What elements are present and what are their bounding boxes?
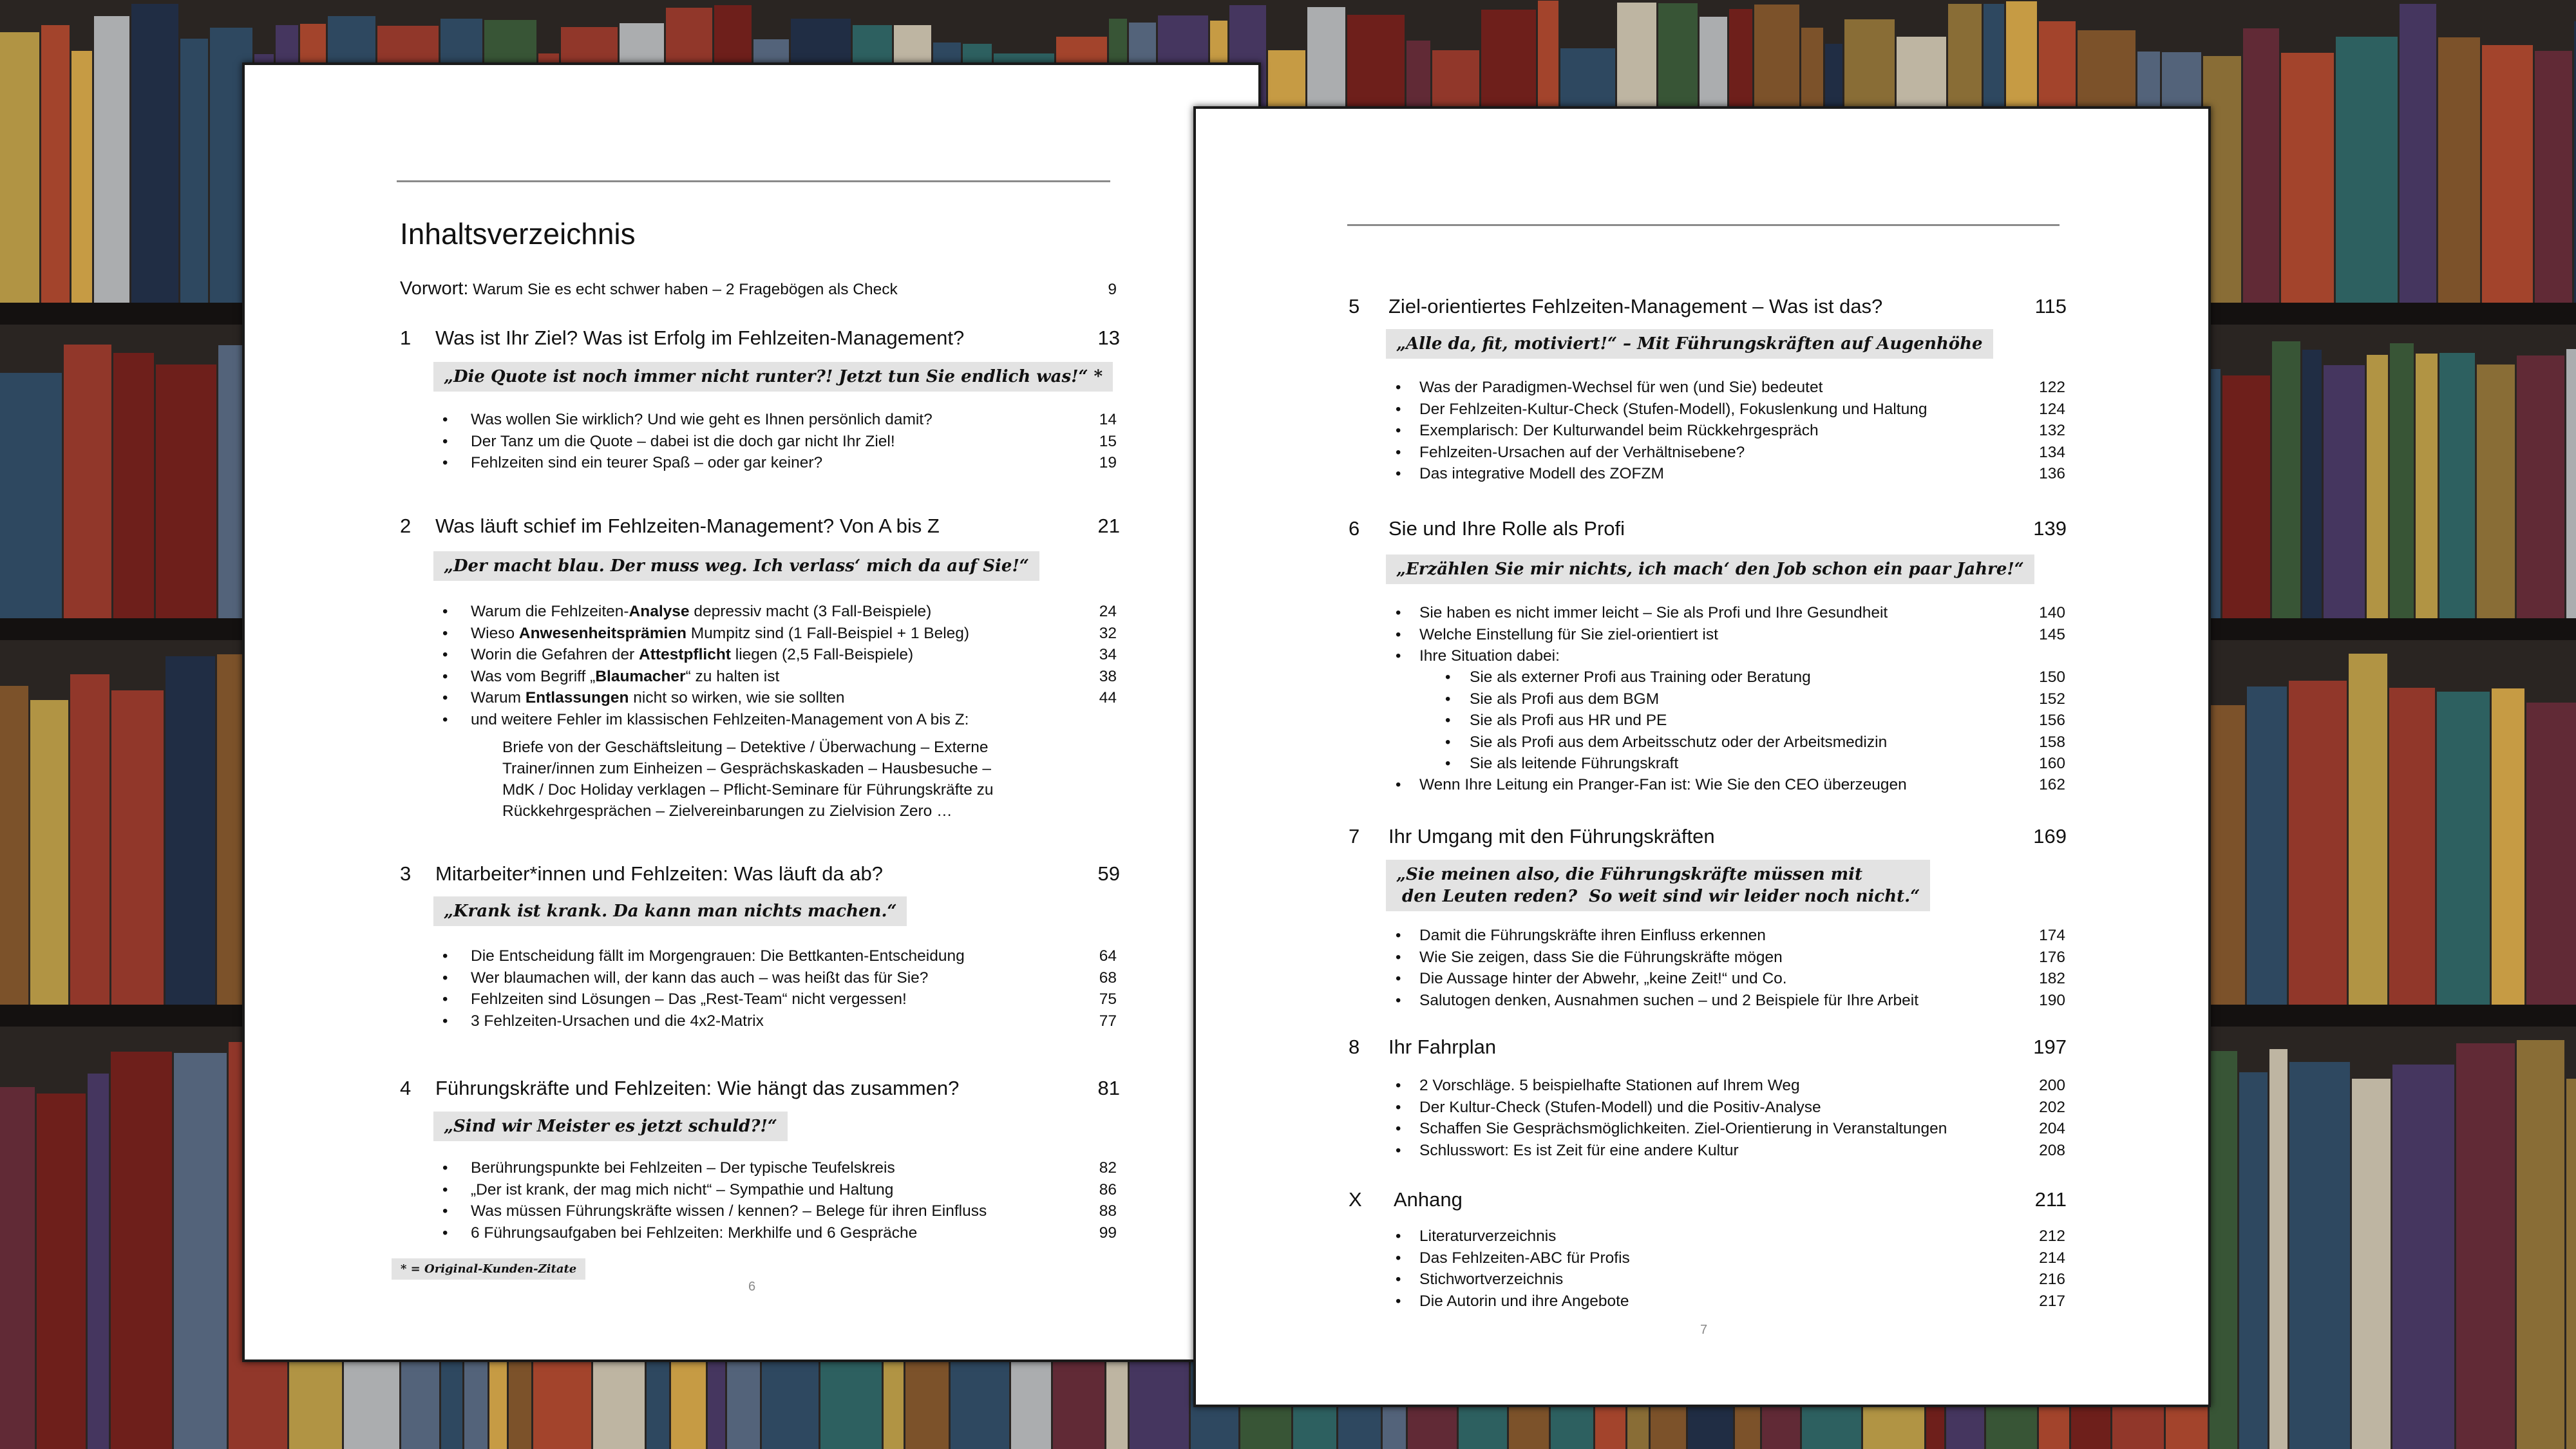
toc-item-page: 212 <box>2039 1227 2065 1245</box>
toc-item-page: 152 <box>2039 690 2065 708</box>
chapter-number: 7 <box>1349 825 1360 848</box>
toc-item-page: 88 <box>1099 1202 1117 1220</box>
bullet-mark: • <box>1396 400 1401 418</box>
bullet-mark: • <box>442 1224 448 1242</box>
item-text: depressiv macht (3 Fall-Beispiele) <box>689 603 932 620</box>
item-text: Mumpitz sind (1 Fall-Beispiel + 1 Beleg) <box>686 624 970 642</box>
book-spine <box>2289 1062 2350 1449</box>
book-spine <box>2456 1043 2515 1449</box>
bullet-mark: • <box>1396 1271 1401 1288</box>
toc-item-page: 182 <box>2039 970 2065 987</box>
item-text: nicht so wirken, wie sie sollten <box>629 689 845 706</box>
bullet-mark: • <box>442 667 448 685</box>
chapter-page: 13 <box>1097 327 1120 349</box>
toc-item: Sie als Profi aus dem Arbeitsschutz oder der Arbeitsmedizin <box>1470 733 1888 751</box>
book-spine <box>2222 375 2270 618</box>
bullet-mark: • <box>442 411 448 428</box>
chapter-title: Ihr Umgang mit den Führungskräften <box>1388 825 1715 848</box>
bullet-mark: • <box>442 624 448 642</box>
book-spine <box>2247 687 2287 1005</box>
toc-item-page: 32 <box>1099 624 1117 642</box>
item-text: Worin die Gefahren der <box>471 646 639 663</box>
toc-item: Salutogen denken, Ausnahmen suchen – und 2 Beispiele für Ihre Arbeit <box>1419 991 1919 1009</box>
book-spine <box>41 25 70 303</box>
bullet-mark: • <box>1445 755 1451 772</box>
right-page <box>1193 106 2211 1407</box>
toc-item: Ihre Situation dabei: <box>1419 647 1560 665</box>
toc-item: 3 Fehlzeiten-Ursachen und die 4x2-Matrix <box>471 1012 764 1030</box>
toc-item-page: 34 <box>1099 646 1117 663</box>
chapter-page: 211 <box>2034 1188 2067 1211</box>
chapter-page: 169 <box>2033 825 2067 848</box>
book-spine <box>2281 53 2334 303</box>
toc-item-page: 75 <box>1099 990 1117 1008</box>
bullet-mark: • <box>1396 443 1401 461</box>
toc-item: Das integrative Modell des ZOFZM <box>1419 465 1664 482</box>
book-spine <box>111 1052 172 1449</box>
toc-item-page: 64 <box>1099 947 1117 965</box>
toc-item: „Der ist krank, der mag mich nicht“ – Sympathie und Haltung <box>471 1180 894 1198</box>
chapter-title: Ziel-orientiertes Fehlzeiten-Management – Was ist das? <box>1388 295 1883 317</box>
book-spine <box>2535 51 2572 303</box>
chapter-number: 3 <box>400 862 412 885</box>
chapter-page: 139 <box>2033 517 2067 540</box>
toc-item: Fehlzeiten sind ein teurer Spaß – oder gar keiner? <box>471 454 823 471</box>
page-number: 7 <box>1700 1323 1708 1337</box>
chapter-page: 115 <box>2034 295 2067 317</box>
toc-item: Welche Einstellung für Sie ziel-orientiert ist <box>1419 625 1718 643</box>
book-spine <box>70 674 109 1005</box>
book-spine <box>2239 1072 2268 1449</box>
toc-item-page: 124 <box>2039 400 2065 418</box>
toc-item <box>471 689 844 707</box>
book-spine <box>2352 1079 2391 1449</box>
chapter-quote: „Sind wir Meister es jetzt schuld?!“ <box>433 1112 788 1141</box>
toc-item: Sie haben es nicht immer leicht – Sie als Profi und Ihre Gesundheit <box>1419 604 1888 621</box>
chapter-title: Führungskräfte und Fehlzeiten: Wie hängt das zusammen? <box>435 1077 960 1099</box>
chapter-number: 5 <box>1349 295 1360 317</box>
footnote: * = Original-Kunden-Zitate <box>392 1258 585 1280</box>
book-spine <box>2566 349 2576 618</box>
chapter-quote: „Sie meinen also, die Führungskräfte müssen mit den Leuten reden? So weit sind wir leider noch nicht.“ <box>1386 860 1930 911</box>
toc-item: Was müssen Führungskräfte wissen / kennen? – Belege für ihren Einfluss <box>471 1202 987 1220</box>
book-spine <box>180 39 208 303</box>
header-rule <box>1347 224 2060 226</box>
chapter-title: Was läuft schief im Fehlzeiten-Management? Von A bis Z <box>435 515 940 537</box>
bullet-mark: • <box>1396 1292 1401 1310</box>
toc-item-page: 162 <box>2039 776 2065 793</box>
bullet-mark: • <box>1396 1077 1401 1094</box>
toc-item: Das Fehlzeiten-ABC für Profis <box>1419 1249 1630 1267</box>
book-spine <box>0 32 39 303</box>
item-emphasis: Analyse <box>629 603 690 620</box>
bullet-mark: • <box>1396 948 1401 966</box>
toc-item-page: 82 <box>1099 1159 1117 1177</box>
toc-item-page: 208 <box>2039 1141 2065 1159</box>
bullet-mark: • <box>442 1012 448 1030</box>
book-spine <box>111 690 164 1005</box>
item-text: Wieso <box>471 624 519 642</box>
bullet-mark: • <box>1396 1141 1401 1159</box>
bullet-mark: • <box>1396 1120 1401 1137</box>
book-spine <box>2289 681 2347 1005</box>
chapter-title: Anhang <box>1394 1188 1463 1211</box>
header-rule <box>397 180 1110 182</box>
toc-item-page: 217 <box>2039 1292 2065 1310</box>
book-spine <box>88 1074 109 1449</box>
book-spine <box>2439 353 2475 618</box>
book-spine <box>131 4 178 303</box>
chapter-page: 21 <box>1097 515 1120 537</box>
page-number: 6 <box>748 1280 756 1294</box>
book-spine <box>37 1094 86 1449</box>
book-spine <box>2336 37 2398 303</box>
toc-item: Sie als Profi aus HR und PE <box>1470 712 1667 729</box>
item-text: Warum die Fehlzeiten- <box>471 603 629 620</box>
toc-item: Der Fehlzeiten-Kultur-Check (Stufen-Modell), Fokuslenkung und Haltung <box>1419 400 1927 418</box>
toc-item: Wenn Ihre Leitung ein Pranger-Fan ist: Wie Sie den CEO überzeugen <box>1419 776 1907 793</box>
vorwort-text: Warum Sie es echt schwer haben – 2 Fragebögen als Check <box>468 281 898 298</box>
book-spine <box>2269 1049 2287 1449</box>
toc-item: Sie als externer Profi aus Training oder Beratung <box>1470 668 1811 686</box>
chapter-quote: „Erzählen Sie mir nichts, ich mach‘ den Job schon ein paar Jahre!“ <box>1386 554 2034 584</box>
toc-item: Die Autorin und ihre Angebote <box>1419 1292 1629 1310</box>
book-spine <box>156 365 216 618</box>
bullet-mark: • <box>442 603 448 620</box>
toc-item-page: 38 <box>1099 667 1117 685</box>
book-spine <box>64 345 111 618</box>
bullet-mark: • <box>1445 668 1451 686</box>
item-emphasis: Entlassungen <box>525 689 629 706</box>
toc-item-page: 156 <box>2039 712 2065 729</box>
bullet-mark: • <box>1396 1098 1401 1116</box>
toc-item: Fehlzeiten-Ursachen auf der Verhältnisebene? <box>1419 443 1745 461</box>
chapter-page: 81 <box>1097 1077 1120 1099</box>
book-spine <box>0 373 62 618</box>
item-text: und weitere Fehler im klassischen Fehlzeiten-Management von A bis Z: <box>471 710 969 728</box>
book-spine <box>2492 688 2524 1005</box>
book-spine <box>2389 688 2435 1005</box>
bullet-mark: • <box>1396 970 1401 987</box>
toc-item <box>471 646 913 664</box>
book-spine <box>2437 692 2490 1005</box>
toc-item-page: 140 <box>2039 604 2065 621</box>
toc-item-page: 190 <box>2039 991 2065 1009</box>
chapter-number: X <box>1349 1188 1362 1211</box>
chapter-title: Sie und Ihre Rolle als Profi <box>1388 517 1625 540</box>
toc-item-page: 158 <box>2039 733 2065 751</box>
toc-item: Schaffen Sie Gesprächsmöglichkeiten. Ziel-Orientierung in Veranstaltungen <box>1419 1120 1947 1137</box>
bullet-mark: • <box>1396 1227 1401 1245</box>
bullet-mark: • <box>1396 776 1401 793</box>
chapter-number: 6 <box>1349 517 1360 540</box>
bullet-mark: • <box>1445 733 1451 751</box>
chapter-number: 2 <box>400 515 412 537</box>
item-emphasis: Attestpflicht <box>639 646 731 663</box>
toc-item <box>471 668 779 686</box>
bullet-mark: • <box>1396 647 1401 665</box>
toc-item: Was der Paradigmen-Wechsel für wen (und Sie) bedeutet <box>1419 379 1823 396</box>
toc-item-page: 122 <box>2039 379 2065 396</box>
toc-item: Sie als Profi aus dem BGM <box>1470 690 1660 708</box>
bullet-mark: • <box>442 947 448 965</box>
chapter-number: 4 <box>400 1077 412 1099</box>
chapter-page: 197 <box>2033 1036 2067 1058</box>
toc-item-page: 86 <box>1099 1180 1117 1198</box>
bullet-mark: • <box>1396 422 1401 439</box>
bullet-mark: • <box>1396 379 1401 396</box>
book-spine <box>2526 703 2576 1005</box>
bullet-mark: • <box>1396 991 1401 1009</box>
toc-item: Was wollen Sie wirklich? Und wie geht es Ihnen persönlich damit? <box>471 411 933 428</box>
chapter-title: Mitarbeiter*innen und Fehlzeiten: Was läuft da ab? <box>435 862 884 885</box>
book-spine <box>2324 365 2365 618</box>
book-spine <box>113 353 154 618</box>
toc-item-page: 214 <box>2039 1249 2065 1267</box>
bullet-mark: • <box>442 432 448 450</box>
toc-item: 6 Führungsaufgaben bei Fehlzeiten: Merkhilfe und 6 Gespräche <box>471 1224 918 1242</box>
toc-item-page: 24 <box>1099 603 1117 620</box>
bullet-mark: • <box>1396 927 1401 944</box>
toc-item <box>471 625 969 643</box>
book-spine <box>2367 355 2388 618</box>
vorwort-line <box>400 278 898 299</box>
book-spine <box>2302 350 2322 618</box>
toc-item: Wer blaumachen will, der kann das auch – was heißt das für Sie? <box>471 969 929 987</box>
toc-item-page: 176 <box>2039 948 2065 966</box>
bullet-mark: • <box>1396 625 1401 643</box>
book-spine <box>2243 28 2279 303</box>
vorwort-label: Vorwort: <box>400 278 469 299</box>
book-spine <box>2477 365 2515 618</box>
toc-item: Damit die Führungskräfte ihren Einfluss erkennen <box>1419 927 1766 944</box>
book-spine <box>2400 4 2436 303</box>
item-text: Warum <box>471 689 526 706</box>
book-spine <box>2349 654 2387 1005</box>
book-spine <box>174 1053 227 1449</box>
book-spine <box>2210 1051 2237 1449</box>
toc-item: Exemplarisch: Der Kulturwandel beim Rückkehrgespräch <box>1419 422 1819 439</box>
toc-item-page: 99 <box>1099 1224 1117 1242</box>
toc-item-page: 44 <box>1099 689 1117 706</box>
chapter-quote: „Krank ist krank. Da kann man nichts machen.“ <box>433 896 907 926</box>
bullet-mark: • <box>442 689 448 706</box>
book-spine <box>2416 354 2438 618</box>
item-emphasis: Blaumacher <box>595 667 686 685</box>
book-spine <box>2482 45 2533 303</box>
toc-item-page: 19 <box>1099 454 1117 471</box>
bullet-mark: • <box>442 1202 448 1220</box>
left-page <box>242 62 1261 1362</box>
toc-heading: Inhaltsverzeichnis <box>400 217 636 251</box>
toc-item-page: 200 <box>2039 1077 2065 1094</box>
bullet-mark: • <box>442 1180 448 1198</box>
more-errors-paragraph: Briefe von der Geschäftsleitung – Detektive / Überwachung – Externe Trainer/innen zum Einheizen – Gesprächskaskaden – Hausbesuche – MdK / Doc Holiday verklagen – Pflicht-Seminare für Führungskräfte zu Rückkehrgesprächen – Zielvereinbarungen zu Zielvision Zero … <box>502 739 994 820</box>
vorwort-page: 9 <box>1108 281 1117 298</box>
book-spine <box>166 656 215 1005</box>
bullet-mark: • <box>442 710 448 728</box>
book-spine <box>2392 1065 2454 1449</box>
bullet-mark: • <box>1445 690 1451 708</box>
toc-item: Die Aussage hinter der Abwehr, „keine Zeit!“ und Co. <box>1419 970 1787 987</box>
toc-item-page: 160 <box>2039 755 2065 772</box>
toc-item-page: 202 <box>2039 1098 2065 1116</box>
toc-item: Berührungspunkte bei Fehlzeiten – Der typische Teufelskreis <box>471 1159 895 1177</box>
bullet-mark: • <box>442 646 448 663</box>
item-text: “ zu halten ist <box>685 667 780 685</box>
bullet-mark: • <box>1396 1249 1401 1267</box>
book-spine <box>2517 1040 2564 1449</box>
toc-item <box>471 603 931 621</box>
toc-item: Die Entscheidung fällt im Morgengrauen: Die Bettkanten-Entscheidung <box>471 947 965 965</box>
toc-item-page: 174 <box>2039 927 2065 944</box>
toc-item-page: 145 <box>2039 625 2065 643</box>
toc-item-page: 68 <box>1099 969 1117 987</box>
book-spine <box>2272 341 2300 618</box>
toc-item: Schlusswort: Es ist Zeit für eine andere Kultur <box>1419 1141 1739 1159</box>
book-spine <box>2566 1079 2576 1449</box>
chapter-title: Ihr Fahrplan <box>1388 1036 1497 1058</box>
toc-item-page: 150 <box>2039 668 2065 686</box>
book-spine <box>71 51 92 303</box>
item-emphasis: Anwesenheitsprämien <box>518 624 687 642</box>
item-text: Was vom Begriff „ <box>471 667 596 685</box>
bullet-mark: • <box>442 969 448 987</box>
toc-item: Der Tanz um die Quote – dabei ist die doch gar nicht Ihr Ziel! <box>471 432 895 450</box>
chapter-number: 1 <box>400 327 412 349</box>
toc-item <box>471 711 969 729</box>
toc-item: Stichwortverzeichnis <box>1419 1271 1564 1288</box>
bullet-mark: • <box>442 1159 448 1177</box>
toc-item: Literaturverzeichnis <box>1419 1227 1557 1245</box>
toc-item: Wie Sie zeigen, dass Sie die Führungskräfte mögen <box>1419 948 1783 966</box>
book-spine <box>0 686 28 1005</box>
bullet-mark: • <box>442 454 448 471</box>
book-spine <box>2438 37 2480 303</box>
toc-item-page: 216 <box>2039 1271 2065 1288</box>
chapter-quote: „Die Quote ist noch immer nicht runter?! Jetzt tun Sie endlich was!“ * <box>433 362 1113 392</box>
book-spine <box>2517 355 2564 618</box>
toc-item-page: 77 <box>1099 1012 1117 1030</box>
toc-item: 2 Vorschläge. 5 beispielhafte Stationen auf Ihrem Weg <box>1419 1077 1800 1094</box>
toc-item-page: 15 <box>1099 432 1117 450</box>
bullet-mark: • <box>1396 465 1401 482</box>
toc-item-page: 136 <box>2039 465 2065 482</box>
toc-item-page: 132 <box>2039 422 2065 439</box>
book-spine <box>30 700 68 1005</box>
toc-item-page: 204 <box>2039 1120 2065 1137</box>
book-spine <box>2390 343 2414 618</box>
chapter-quote: „Alle da, fit, motiviert!“ – Mit Führungskräften auf Augenhöhe <box>1386 329 1993 359</box>
toc-item: Der Kultur-Check (Stufen-Modell) und die Positiv-Analyse <box>1419 1098 1821 1116</box>
toc-item-page: 134 <box>2039 443 2065 461</box>
chapter-quote: „Der macht blau. Der muss weg. Ich verlass‘ mich da auf Sie!“ <box>433 551 1039 581</box>
chapter-number: 8 <box>1349 1036 1360 1058</box>
bullet-mark: • <box>1445 712 1451 729</box>
chapter-page: 59 <box>1097 862 1120 885</box>
toc-item-page: 14 <box>1099 411 1117 428</box>
bullet-mark: • <box>1396 604 1401 621</box>
toc-item: Fehlzeiten sind Lösungen – Das „Rest-Team“ nicht vergessen! <box>471 990 907 1008</box>
item-text: liegen (2,5 Fall-Beispiele) <box>730 646 914 663</box>
book-spine <box>0 1087 35 1449</box>
bullet-mark: • <box>442 990 448 1008</box>
chapter-title: Was ist Ihr Ziel? Was ist Erfolg im Fehlzeiten-Management? <box>435 327 965 349</box>
book-spine <box>94 16 129 303</box>
toc-item: Sie als leitende Führungskraft <box>1470 755 1679 772</box>
